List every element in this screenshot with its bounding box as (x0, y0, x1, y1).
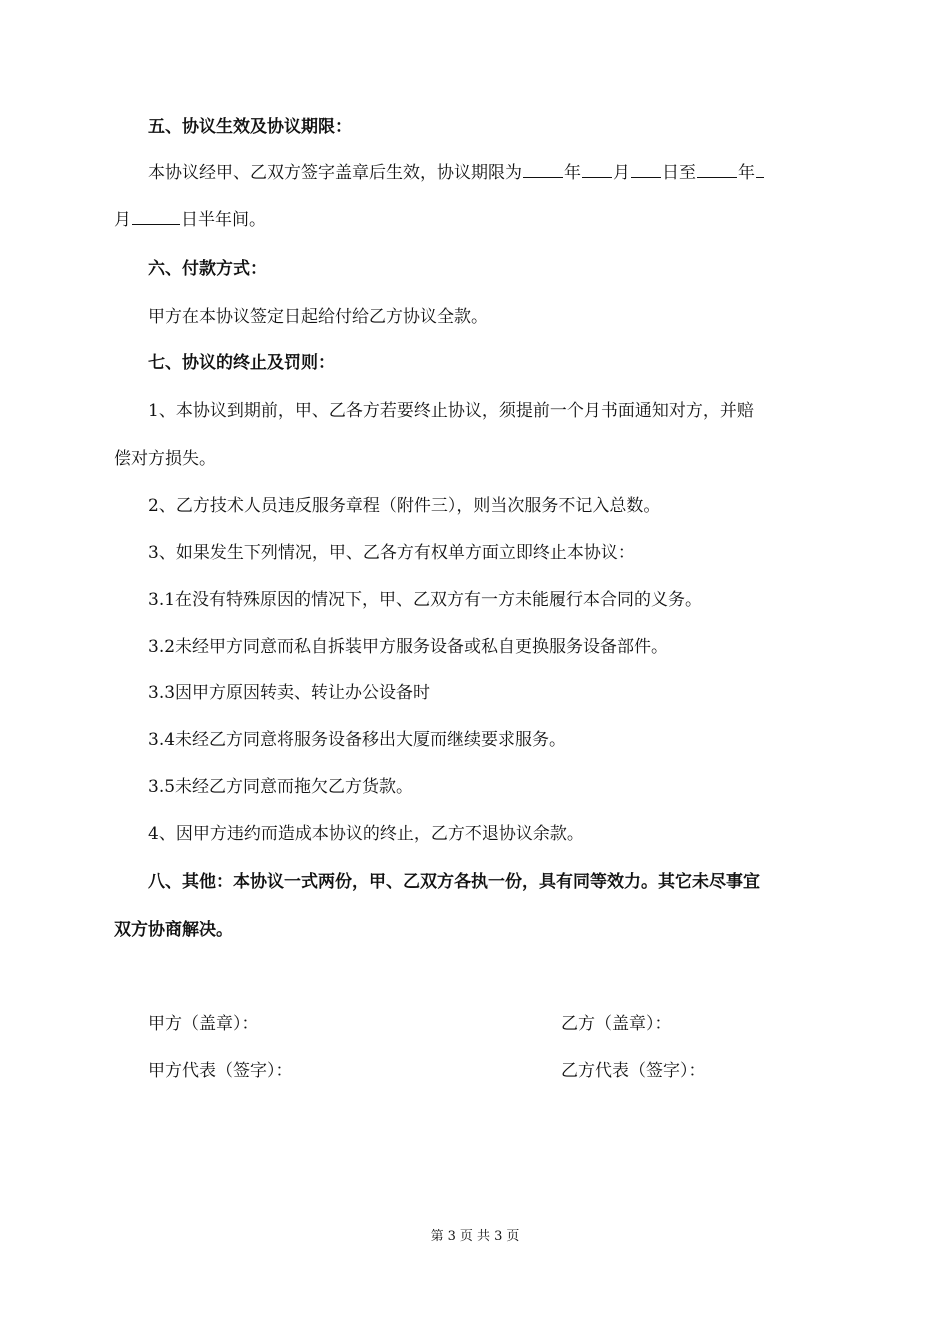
party-a-rep-label: 甲方代表（签字）： (148, 1061, 293, 1081)
section-7-item-3-3: 3.3因甲方原因转卖、转让办公设备时 (148, 683, 431, 703)
section-7-item-1-line-2: 偿对方损失。 (114, 449, 216, 469)
section-7-item-3-2: 3.2未经甲方同意而私自拆装甲方服务设备或私自更换服务设备部件。 (148, 637, 669, 657)
year-label-1: 年 (564, 163, 581, 183)
footer-prefix: 第 (430, 1229, 444, 1244)
month-label-1: 月 (613, 163, 630, 183)
year-label-2: 年 (738, 163, 755, 183)
section-7-item-3: 3、如果发生下列情况，甲、乙各方有权单方面立即终止本协议： (148, 543, 635, 563)
section-7-item-3-5: 3.5未经乙方同意而拖欠乙方货款。 (148, 777, 414, 797)
section-7-item-3-4: 3.4未经乙方同意将服务设备移出大厦而继续要求服务。 (148, 730, 567, 750)
section-5-ending: 日半年间。 (181, 210, 266, 230)
section-7-item-1-line-1: 1、本协议到期前，甲、乙各方若要终止协议，须提前一个月书面通知对方，并赔 (148, 401, 754, 421)
section-8-line-2: 双方协商解决。 (114, 920, 233, 940)
section-5-heading: 五、协议生效及协议期限： (148, 117, 352, 137)
day-label-1: 日至 (662, 163, 696, 183)
month-label-2: 月 (114, 210, 131, 230)
section-7-item-3-1: 3.1在没有特殊原因的情况下，甲、乙双方有一方未能履行本合同的义务。 (148, 590, 703, 610)
section-5-line-1 (148, 161, 765, 185)
footer-suffix: 页 (506, 1229, 520, 1244)
section-7-heading: 七、协议的终止及罚则： (148, 353, 335, 373)
page-footer (0, 1228, 950, 1246)
section-8-line-1: 八、其他：本协议一式两份，甲、乙双方各执一份，具有同等效力。其它未尽事宜 (148, 872, 760, 892)
party-b-seal-label: 乙方（盖章）： (561, 1014, 672, 1034)
section-7-item-4: 4、因甲方违约而造成本协议的终止，乙方不退协议余款。 (148, 824, 584, 844)
day-blank-2 (132, 208, 180, 225)
year-blank-2 (697, 161, 737, 178)
day-blank-1 (631, 161, 661, 178)
year-blank-1 (523, 161, 563, 178)
party-b-rep-label: 乙方代表（签字）： (561, 1061, 706, 1081)
section-5-line-2 (114, 208, 266, 232)
footer-middle: 页 共 (459, 1229, 491, 1244)
section-7-item-2: 2、乙方技术人员违反服务章程（附件三），则当次服务不记入总数。 (148, 496, 661, 516)
month-blank-1 (582, 161, 612, 178)
month-blank-2-start (756, 161, 764, 178)
footer-current-page: 3 (447, 1229, 456, 1244)
party-a-seal-label: 甲方（盖章）： (148, 1014, 259, 1034)
section-5-text: 本协议经甲、乙双方签字盖章后生效，协议期限为 (148, 163, 522, 183)
section-6-body: 甲方在本协议签定日起给付给乙方协议全款。 (148, 307, 488, 327)
section-6-heading: 六、付款方式： (148, 259, 267, 279)
footer-total-pages: 3 (494, 1229, 503, 1244)
